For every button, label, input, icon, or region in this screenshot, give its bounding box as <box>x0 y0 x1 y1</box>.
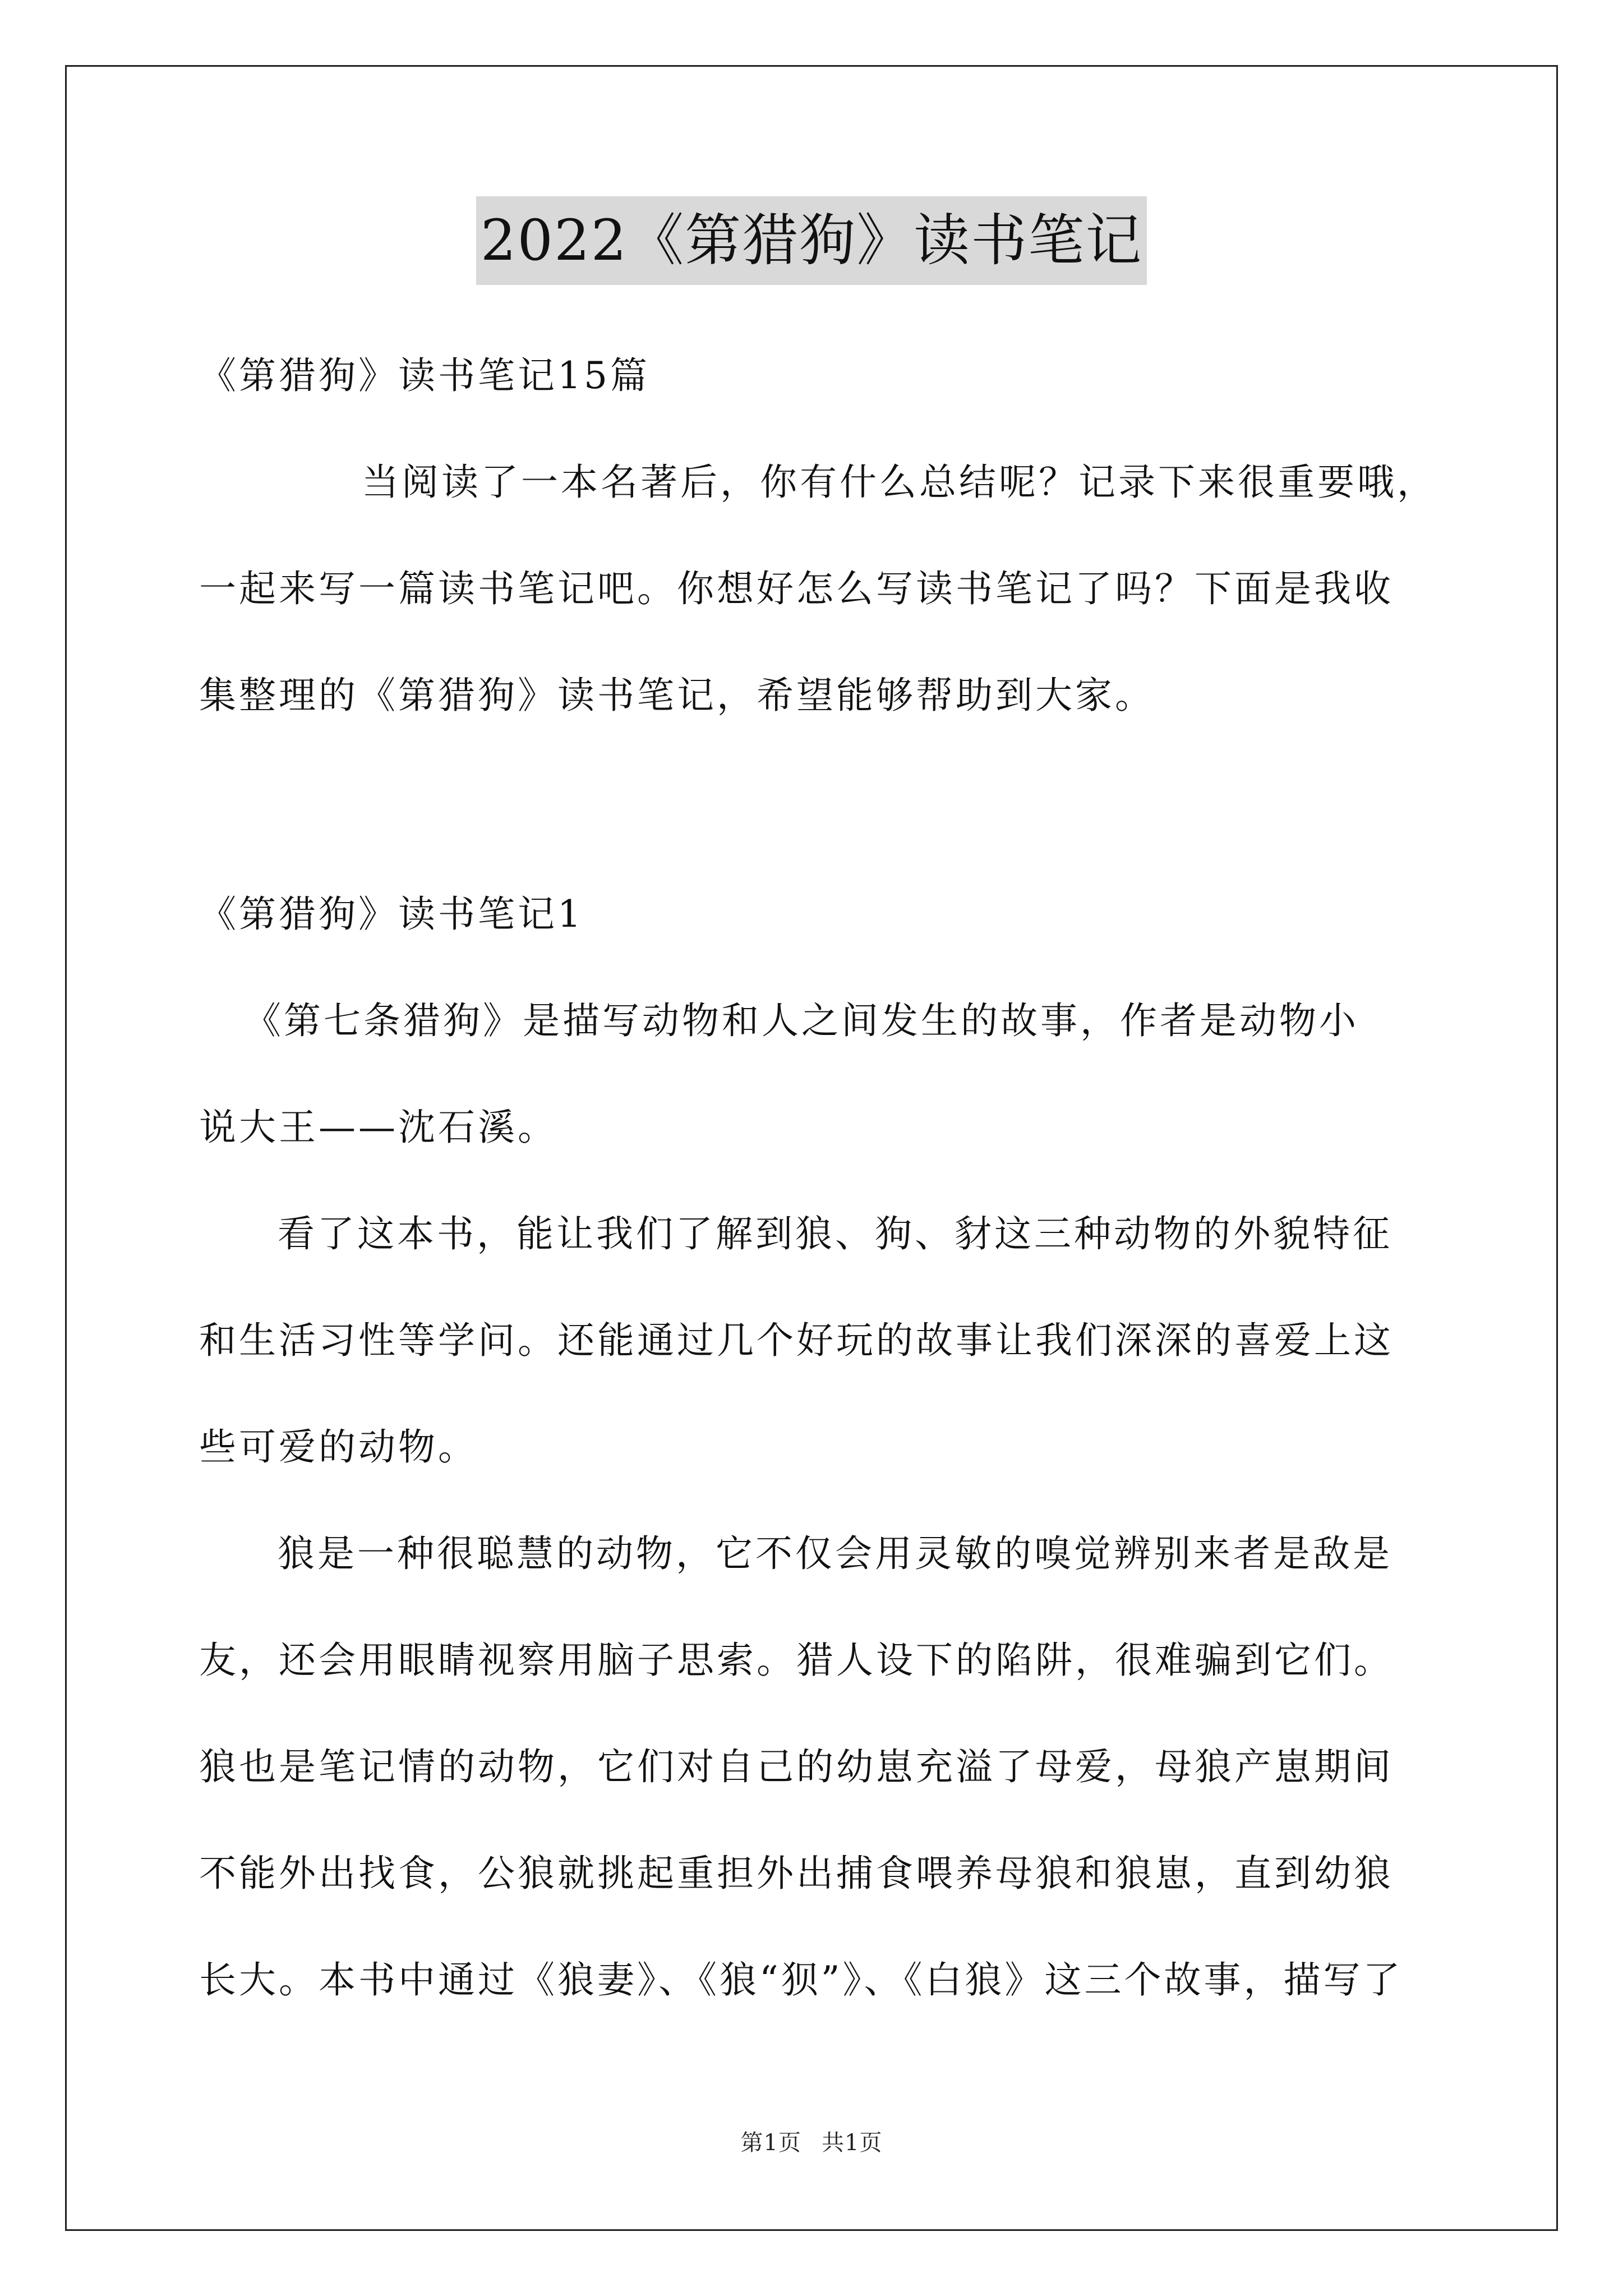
body-line: 和生活习性等学问。还能通过几个好玩的故事让我们深深的喜爱上这 <box>199 1319 1394 1362</box>
page-number: 第1页 <box>740 2130 801 2156</box>
body-line: 长大。本书中通过《狼妻》、《狼“狈”》、《白狼》这三个故事，描写了 <box>199 1958 1403 2001</box>
page-footer <box>0 2126 1623 2160</box>
page-total: 共1页 <box>822 2130 883 2156</box>
intro-line: 当阅读了一本名著后，你有什么总结呢？记录下来很重要哦， <box>362 461 1437 504</box>
body-line: 《第七条猎狗》是描写动物和人之间发生的故事，作者是动物小 <box>244 999 1359 1042</box>
body-line: 狼也是笔记情的动物，它们对自己的幼崽充溢了母爱，母狼产崽期间 <box>199 1745 1394 1788</box>
intro-line: 一起来写一篇读书笔记吧。你想好怎么写读书笔记了吗？下面是我收 <box>199 567 1394 610</box>
body-line: 些可爱的动物。 <box>199 1425 478 1469</box>
intro-line: 集整理的《第猎狗》读书笔记，希望能够帮助到大家。 <box>199 674 1155 717</box>
body-line: 看了这本书，能让我们了解到狼、狗、豺这三种动物的外貌特征 <box>278 1212 1393 1255</box>
body-line: 友，还会用眼睛视察用脑子思索。猎人设下的陷阱，很难骗到它们。 <box>199 1639 1394 1682</box>
document-subtitle: 《第猎狗》读书笔记15篇 <box>199 354 650 397</box>
document-title: 2022《第猎狗》读书笔记 <box>476 196 1147 285</box>
body-line: 说大王——沈石溪。 <box>199 1106 557 1149</box>
title-container <box>0 196 1623 285</box>
body-line: 狼是一种很聪慧的动物，它不仅会用灵敏的嗅觉辨别来者是敌是 <box>278 1532 1393 1575</box>
body-line: 不能外出找食，公狼就挑起重担外出捕食喂养母狼和狼崽，直到幼狼 <box>199 1852 1394 1895</box>
section-heading: 《第猎狗》读书笔记1 <box>199 892 584 936</box>
